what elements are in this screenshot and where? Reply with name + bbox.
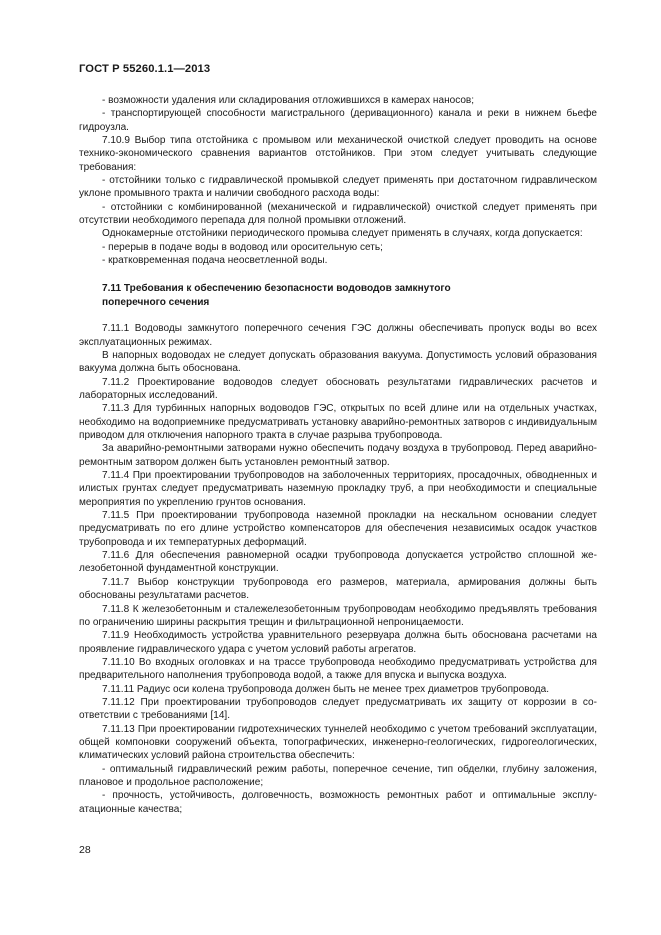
paragraph: ‑ кратковременная подача неосветленной воды. (102, 255, 328, 267)
paragraph: 7.11.6 Для обеспечения равномерной осадки трубопровода допускается устройство сплошной железобетонной фундаментной конструкции. (79, 550, 597, 575)
paragraph: 7.11.12 При проектировании трубопроводов следует предусматривать их защиту от коррозии в соответствии с требованиями [14]. (79, 696, 597, 722)
paragraph: ‑ транспортирующей способности магистрального (деривационного) канала и реки в нижнем бьефе гидроузла. (79, 108, 597, 133)
paragraph: 7.11.7 Выбор конструкции трубопровода его размеров, материала, армирования должны быть обоснованы результатами расчетов. (79, 576, 597, 602)
paragraph: 7.11.3 Для турбинных напорных водоводов ГЭС, открытых по всей длине или на отдельных участках, необходимо на водоприемнике предусматривать установку аварийно-ремонтных затворов с индивидуальным приводом для отключения напорного тракта в случае разрыва трубопровода. (79, 403, 597, 442)
section-heading-line: поперечного сечения (102, 296, 210, 308)
page-body (79, 94, 597, 816)
paragraph: 7.11.2 Проектирование водоводов следует обосновать результатами гидравлических расчетов и лабораторных исследований. (79, 376, 597, 401)
paragraph: 7.11.9 Необходимость устройства уравнительного резервуара должна быть обоснована расчетами на проявление гидравлического удара с учетом условий работы агрегатов. (79, 630, 597, 655)
page-number: 28 (79, 844, 91, 856)
paragraph: В напорных водоводах не следует допускать образования вакуума. Допустимость условий образования вакуума должна быть обоснована. (79, 349, 597, 375)
paragraph: 7.11.11 Радиус оси колена трубопровода должен быть не менее трех диаметров трубопровода. (102, 683, 550, 695)
paragraph: За аварийно-ремонтными затворами нужно обеспечить подачу воздуха в трубопровод. Перед аварийно-ремонтным затвором должен быть установлен ремонтный затвор. (79, 443, 597, 468)
paragraph: 7.11.8 К железобетонным и сталежелезобетонным трубопроводам необходимо предъявлять требования по ограничению ширины раскрытия трещин и фильтрационной непроницаемости. (79, 603, 597, 628)
paragraph: Однокамерные отстойники периодического промыва следует применять в случаях, когда допускается: (102, 228, 583, 240)
paragraph: 7.11.10 Во входных оголовках и на трассе трубопровода необходимо предусматривать устройства для предварительного наполнения трубопровода водой, а также для впуска и выпуска воздуха. (79, 656, 597, 682)
paragraph: ‑ прочность, устойчивость, долговечность, возможность ремонтных работ и оптимальные эксплуатационные качества; (79, 790, 597, 815)
paragraph: 7.10.9 Выбор типа отстойника с промывом или механической очисткой следует проводить на основе технико-экономического сравнения вариантов отстойников. При этом следует учитывать следующие требования: (79, 135, 597, 173)
paragraph: 7.11.5 При проектировании трубопровода наземной прокладки на нескальном основании следует предусматривать по его длине устройство компенсаторов для обеспечения независимых осадок участков трубопровода и их температурных деформаций. (79, 510, 597, 548)
paragraph: ‑ перерыв в подаче воды в водовод или оросительную сеть; (102, 241, 383, 253)
paragraph: 7.11.1 Водоводы замкнутого поперечного сечения ГЭС должны обеспечивать пропуск воды во всех эксплуатационных режимах. (79, 323, 597, 348)
paragraph: ‑ отстойники только с гидравлической промывкой следует применять при достаточном гидравлическом уклоне промывного тракта и наличии свободного расхода воды: (79, 175, 597, 200)
paragraph: ‑ возможности удаления или складирования отложившихся в камерах наносов; (102, 95, 475, 106)
paragraph: ‑ отстойники с комбинированной (механической и гидравлической) очисткой следует применять при отсутствии необходимого перепада для полной промывки отложений. (79, 201, 597, 227)
section-heading (79, 282, 597, 309)
paragraph: ‑ оптимальный гидравлический режим работы, поперечное сечение, тип обделки, глубину заложения, плановое и продольное расположение; (79, 763, 597, 788)
paragraph: 7.11.4 При проектировании трубопроводов на заболоченных территориях, просадочных, обводненных и илистых грунтах следует предусматривать наземную прокладку труб, а при необходимости и специальные мероприятия по укреплению грунтов основания. (79, 470, 597, 508)
paragraph: 7.11.13 При проектировании гидротехнических туннелей необходимо с учетом требований эксплуатации, общей компоновки сооружений объекта, топографических, инженерно-геологических, гидрогеологических, климатических условий района строительства обеспечить: (79, 723, 597, 762)
document-header: ГОСТ Р 55260.1.1—2013 (79, 63, 211, 75)
section-heading-line: 7.11 Требования к обеспечению безопасности водоводов замкнутого (102, 283, 451, 295)
